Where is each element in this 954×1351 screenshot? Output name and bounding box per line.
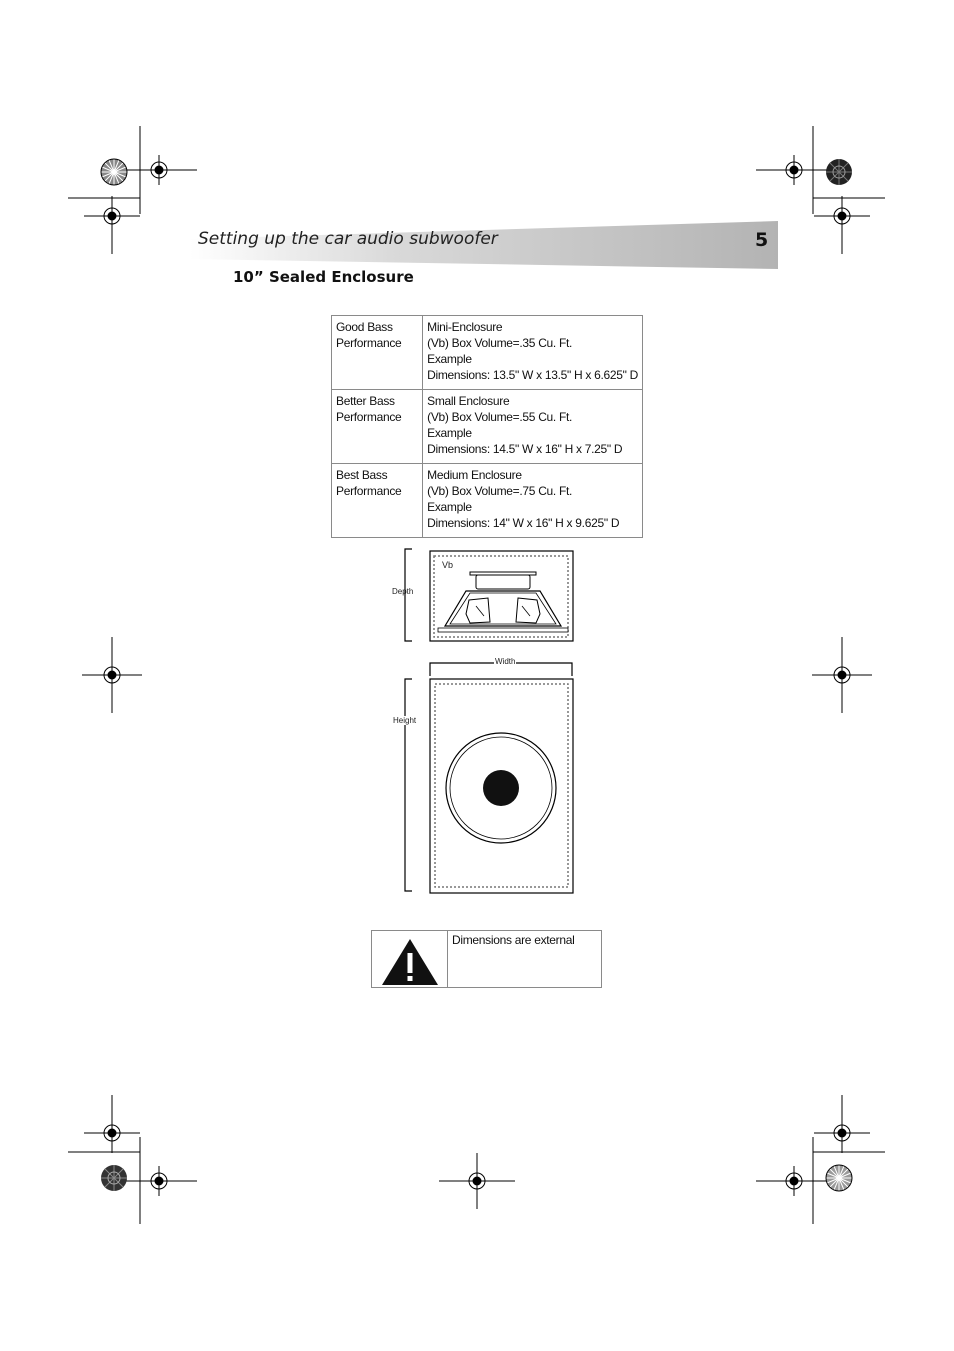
- level-line: Performance: [336, 336, 402, 350]
- enclosure-front-view-diagram: [390, 658, 590, 898]
- detail-line: (Vb) Box Volume=.55 Cu. Ft.: [427, 410, 573, 424]
- level-line: Better Bass: [336, 394, 395, 408]
- warning-triangle-icon: [372, 931, 448, 987]
- detail-line: Small Enclosure: [427, 394, 510, 408]
- level-line: Best Bass: [336, 468, 388, 482]
- note-text: Dimensions are external: [452, 933, 575, 947]
- table-row: [332, 390, 643, 464]
- detail-line: Dimensions: 14" W x 16" H x 9.625" D: [427, 516, 620, 530]
- page-number: 5: [755, 229, 769, 251]
- width-label: Width: [495, 657, 516, 666]
- enclosure-details-cell: [423, 316, 643, 390]
- level-line: Performance: [336, 410, 402, 424]
- performance-level-cell: [332, 390, 423, 464]
- table-row: [332, 464, 643, 538]
- height-label: Height: [393, 716, 417, 725]
- detail-line: (Vb) Box Volume=.75 Cu. Ft.: [427, 484, 573, 498]
- detail-line: Dimensions: 14.5" W x 16" H x 7.25" D: [427, 442, 623, 456]
- enclosure-details-cell: [423, 390, 643, 464]
- enclosure-details-cell: [423, 464, 643, 538]
- level-line: Performance: [336, 484, 402, 498]
- level-line: Good Bass: [336, 320, 393, 334]
- page-heading: 10” Sealed Enclosure: [233, 268, 414, 286]
- detail-line: (Vb) Box Volume=.35 Cu. Ft.: [427, 336, 573, 350]
- performance-level-cell: [332, 464, 423, 538]
- detail-line: Dimensions: 13.5" W x 13.5" H x 6.625" D: [427, 368, 638, 382]
- table-row: [332, 316, 643, 390]
- detail-line: Example: [427, 352, 472, 366]
- section-title: Setting up the car audio subwoofer: [198, 229, 498, 249]
- detail-line: Example: [427, 500, 472, 514]
- performance-level-cell: [332, 316, 423, 390]
- detail-line: Example: [427, 426, 472, 440]
- detail-line: Medium Enclosure: [427, 468, 522, 482]
- detail-line: Mini-Enclosure: [427, 320, 503, 334]
- depth-label: Depth: [392, 587, 414, 596]
- vb-label: Vb: [442, 560, 454, 570]
- enclosure-table: [331, 315, 643, 538]
- note-box: [371, 930, 602, 988]
- enclosure-side-view-diagram: [390, 546, 590, 646]
